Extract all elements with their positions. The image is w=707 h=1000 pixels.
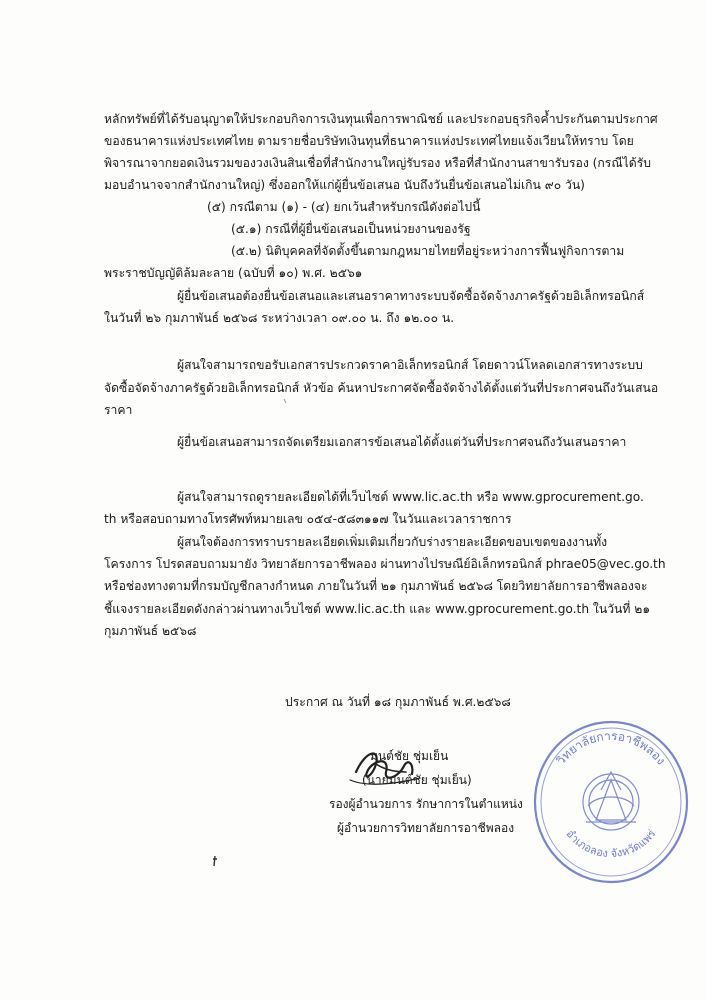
download-line-1: ผู้สนใจสามารถขอรับเอกสารประกวดราคาอิเล็กทรอนิกส์ โดยดาวน์โหลดเอกสารทางระบบ bbox=[177, 358, 643, 372]
inquiry-line-5: กุมภาพันธ์ ๒๕๖๘ bbox=[104, 624, 197, 638]
body-line-3: พิจารณาจากยอดเงินรวมของวงเงินสินเชื่อที่สำนักงานใหญ่รับรอง หรือที่สำนักงานสาขารับรอง (กรณีได้รับ bbox=[104, 156, 651, 170]
download-line-3: ราคา bbox=[104, 403, 133, 417]
clause-5-2-cont: พระราชบัญญัติล้มละลาย (ฉบับที่ ๑๐) พ.ศ. ๒๕๖๑ bbox=[104, 266, 363, 280]
signer-position-2: ผู้อำนวยการวิทยาลัยการอาชีพลอง bbox=[337, 821, 515, 835]
clause-5-2: (๕.๒) นิติบุคคลที่จัดตั้งขึ้นตามกฎหมายไทยที่อยู่ระหว่างการฟื้นฟูกิจการตาม bbox=[231, 244, 625, 258]
inquiry-line-2: โครงการ โปรดสอบถามมายัง วิทยาลัยการอาชีพลอง ผ่านทางไปรษณีย์อิเล็กทรอนิกส์ phrae05@vec.go.th bbox=[104, 557, 666, 571]
clause-5-1: (๕.๑) กรณีที่ผู้ยื่นข้อเสนอเป็นหน่วยงานของรัฐ bbox=[231, 222, 471, 236]
body-line-2: ของธนาคารแห่งประเทศไทย ตามรายชื่อบริษัทเงินทุนที่ธนาคารแห่งประเทศไทยแจ้งเวียนให้ทราบ โดย bbox=[104, 134, 634, 148]
body-line-1: หลักทรัพย์ที่ได้รับอนุญาตให้ประกอบกิจการเงินทุนเพื่อการพาณิชย์ และประกอบธุรกิจค้ำประกันตามประกาศ bbox=[104, 112, 658, 126]
body-line-4: มอบอำนาจจากสำนักงานใหญ่) ซึ่งออกให้แก่ผู้ยื่นข้อเสนอ นับถึงวันยื่นข้อเสนอไม่เกิน ๙๐ วัน) bbox=[104, 178, 585, 192]
inquiry-line-3: หรือช่องทางตามที่กรมบัญชีกลางกำหนด ภายในวันที่ ๒๑ กุมภาพันธ์ ๒๕๖๘ โดยวิทยาลัยการอาชีพลองจะ bbox=[104, 579, 648, 593]
download-line-2: จัดซื้อจัดจ้างภาครัฐด้วยอิเล็กทรอนิกส์ หัวข้อ ค้นหาประกาศจัดซื้อจัดจ้างได้ตั้งแต่วันที่ประกาศจนถึงวันเสนอ bbox=[104, 381, 659, 395]
prepare-line: ผู้ยื่นข้อเสนอสามารถจัดเตรียมเอกสารข้อเสนอได้ตั้งแต่วันที่ประกาศจนถึงวันเสนอราคา bbox=[177, 435, 627, 449]
inquiry-line-4: ชี้แจงรายละเอียดดังกล่าวผ่านทางเว็บไซต์ www.lic.ac.th และ www.gprocurement.go.th ในวันที่ ๒๑ bbox=[104, 602, 651, 616]
clause-5: (๕) กรณีตาม (๑) - (๔) ยกเว้นสำหรับกรณีดังต่อไปนี้ bbox=[207, 200, 481, 214]
submission-line-2: ในวันที่ ๒๖ กุมภาพันธ์ ๒๕๖๘ ระหว่างเวลา ๐๙.๐๐ น. ถึง ๑๒.๐๐ น. bbox=[104, 311, 455, 325]
stray-mark bbox=[283, 398, 289, 404]
website-line-1: ผู้สนใจสามารถดูรายละเอียดได้ที่เว็บไซต์ www.lic.ac.th หรือ www.gprocurement.go. bbox=[177, 490, 644, 504]
announce-date: ประกาศ ณ วันที่ ๑๘ กุมภาพันธ์ พ.ศ.๒๕๖๘ bbox=[285, 695, 511, 709]
submission-line-1: ผู้ยื่นข้อเสนอต้องยื่นข้อเสนอและเสนอราคาทางระบบจัดซื้อจัดจ้างภาครัฐด้วยอิเล็กทรอนิกส์ bbox=[177, 289, 645, 303]
stray-ink-mark bbox=[211, 855, 219, 867]
signer-signature-name: มนต์ชัย ชุ่มเย็น bbox=[370, 749, 449, 763]
stamp-bottom-text: อำเภอลอง จังหวัดแพร่ bbox=[563, 827, 659, 861]
inquiry-line-1: ผู้สนใจต้องการทราบรายละเอียดเพิ่มเติมเกี่ยวกับร่างรายละเอียดขอบเขตของงานทั้ง bbox=[177, 535, 608, 549]
website-line-2: th หรือสอบถามทางโทรศัพท์หมายเลข ๐๕๔-๕๘๓๑๑๗ ในวันและเวลาราชการ bbox=[104, 512, 512, 526]
official-seal-stamp bbox=[526, 710, 696, 890]
svg-text:อำเภอลอง จังหวัดแพร่ bbox=[563, 827, 658, 860]
signer-position-1: รองผู้อำนวยการ รักษาการในตำแหน่ง bbox=[329, 797, 523, 811]
handwritten-signature bbox=[346, 742, 426, 792]
stamp-top-text: วิทยาลัยการอาชีพลอง bbox=[553, 728, 669, 768]
signer-full-name: (นายมนต์ชัย ชุ่มเย็น) bbox=[362, 773, 472, 787]
